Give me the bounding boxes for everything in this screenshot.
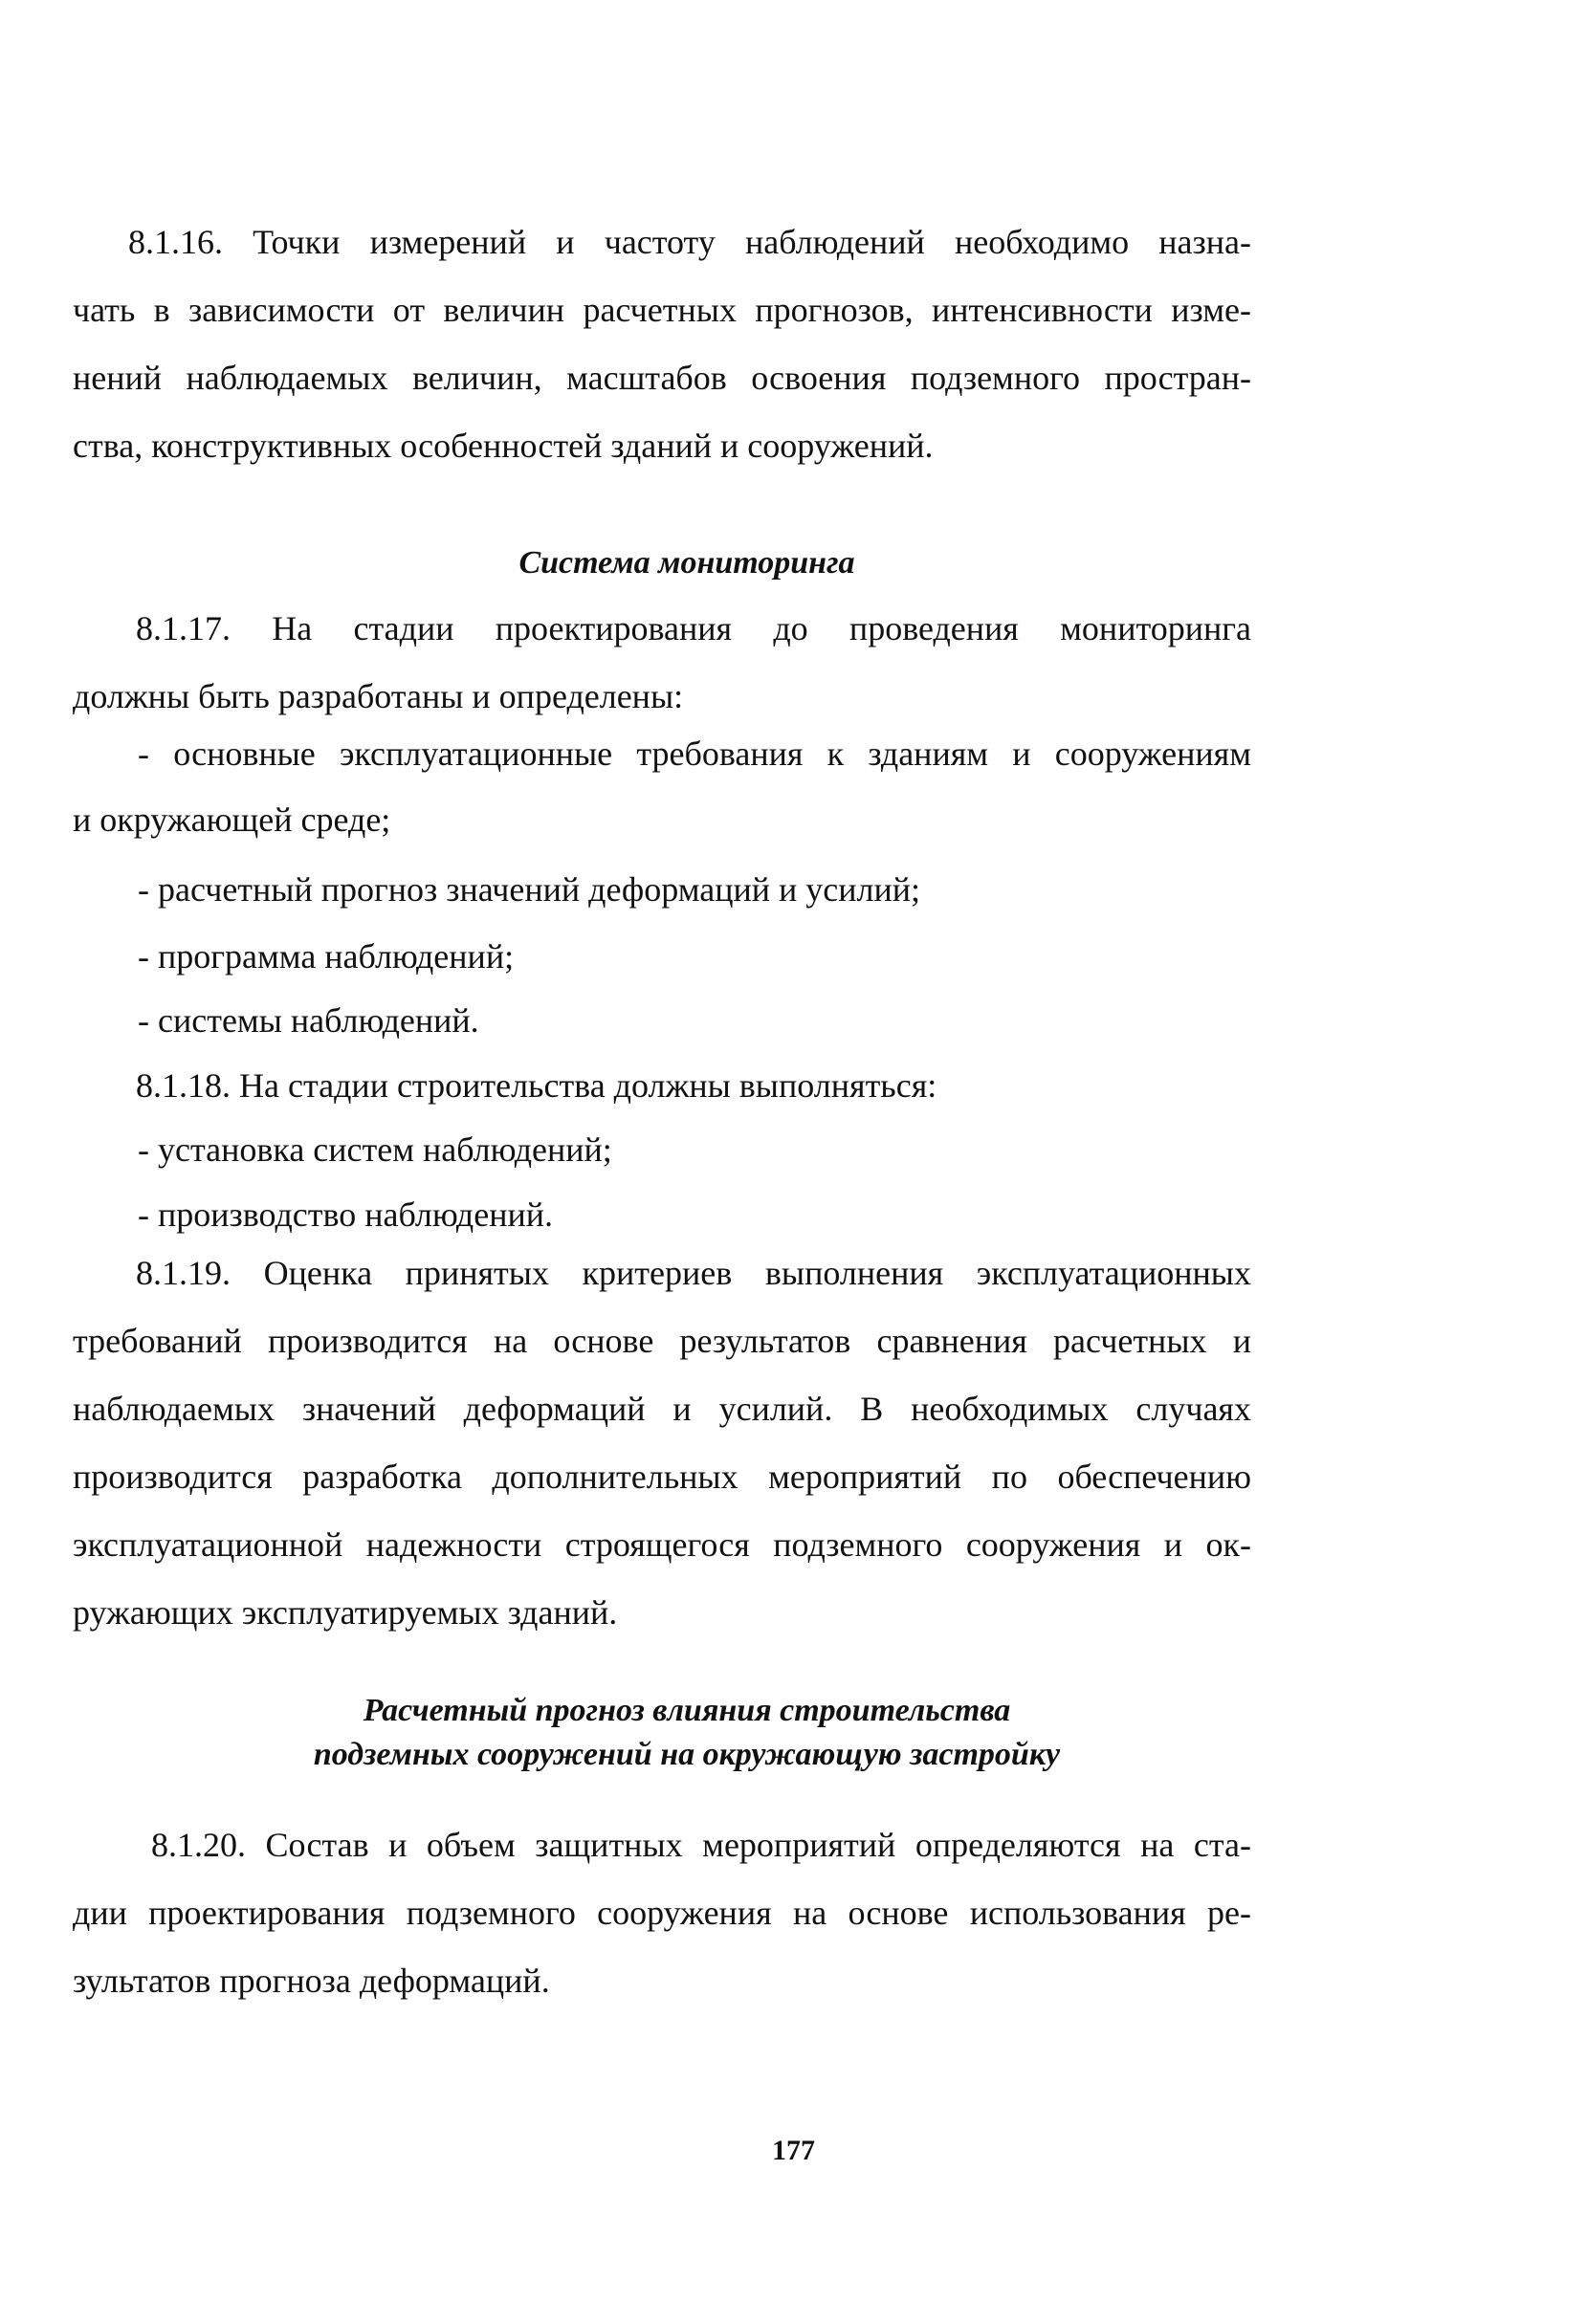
paragraph-text: 8.1.18. На стадии строительства должны выполняться: [136,1066,937,1105]
paragraph-8-1-17 [73,595,1251,731]
list-item-text: - расчетный прогноз значений деформаций и усилий; [138,870,921,909]
paragraph-8-1-16 [73,208,1251,480]
list-item [122,861,1251,918]
paragraph-line: требований производится на основе результатов сравнения расчетных и [73,1322,1251,1360]
section-heading-monitoring-system: Система мониторинга [518,545,855,581]
paragraph-line: ства, конструктивных особенностей зданий и сооружений. [73,427,934,465]
paragraph-line: производится разработка дополнительных мероприятий по обеспечению [73,1458,1251,1496]
list-item [122,992,1251,1049]
paragraph-line: наблюдаемых значений деформаций и усилий. В необходимых случаях [73,1390,1251,1428]
list-item-text: - производство наблюдений. [138,1195,554,1234]
paragraph-line: 8.1.20. Состав и объем защитных мероприятий определяются на ста- [151,1826,1251,1864]
paragraph-8-1-20 [73,1811,1251,2015]
paragraph-line: эксплуатационной надежности строящегося подземного сооружения и ок- [73,1525,1251,1564]
list-item [122,928,1251,985]
paragraph-line: 8.1.17. На стадии проектирования до проведения мониторинга [136,609,1251,647]
list-item-line: и окружающей среде; [73,800,391,839]
heading-line: подземных сооружений на окружающую застройку [313,1737,1061,1772]
paragraph-8-1-19 [73,1239,1251,1647]
paragraph-line: 8.1.19. Оценка принятых критериев выполнения эксплуатационных [136,1254,1251,1292]
heading-line: Расчетный прогноз влияния строительства [363,1693,1011,1728]
paragraph-line: 8.1.16. Точки измерений и частоту наблюдений необходимо назна- [128,223,1251,261]
paragraph-8-1-18 [122,1057,1251,1114]
list-item-line: - основные эксплуатационные требования к зданиям и сооружениям [138,734,1251,773]
list-item-text: - установка систем наблюдений; [138,1130,612,1169]
list-item-text: - системы наблюдений. [138,1001,479,1040]
list-item [122,1186,1251,1243]
page-number: 177 [772,2135,815,2166]
list-item-text: - программа наблюдений; [138,937,515,976]
paragraph-line: ружающих эксплуатируемых зданий. [73,1593,618,1632]
paragraph-line: чать в зависимости от величин расчетных прогнозов, интенсивности изме- [73,291,1251,329]
paragraph-line: должны быть разработаны и определены: [73,677,684,715]
paragraph-line: нений наблюдаемых величин, масштабов освоения подземного простран- [73,359,1251,397]
list-item [73,725,1251,848]
list-item [122,1121,1251,1178]
paragraph-line: зультатов прогноза деформаций. [73,1962,550,2000]
paragraph-line: дии проектирования подземного сооружения на основе использования ре- [73,1894,1251,1932]
section-heading-forecast [122,1689,1251,1777]
